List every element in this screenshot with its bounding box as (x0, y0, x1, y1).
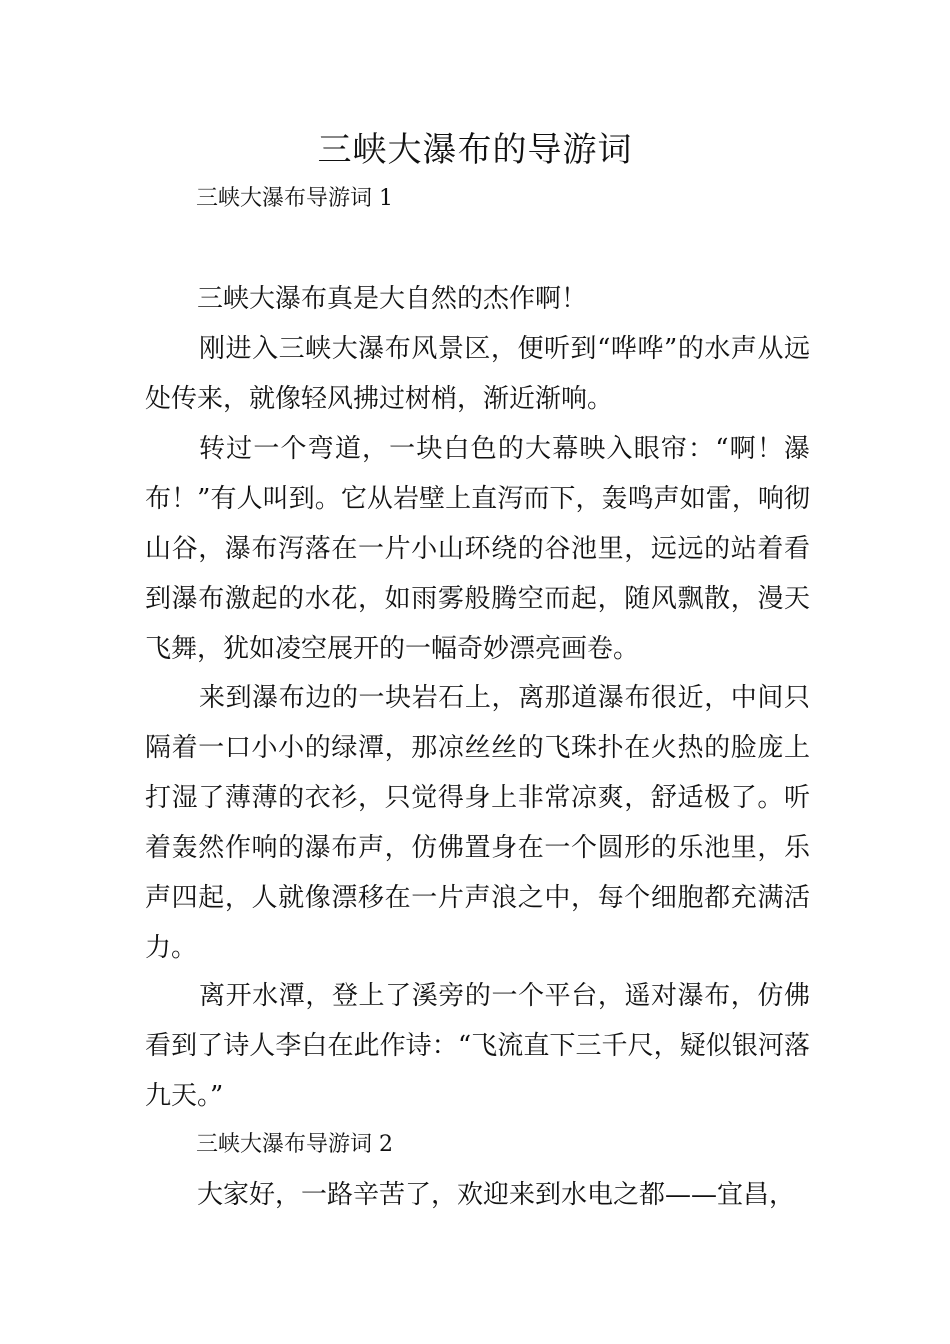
paragraph-intro: 三峡大瀑布真是大自然的杰作啊！ (197, 284, 588, 314)
paragraph-welcome: 大家好，一路辛苦了，欢迎来到水电之都——宜昌， (197, 1180, 796, 1210)
section-heading-1: 三峡大瀑布导游词 1 (196, 186, 393, 211)
paragraph-waterfall-view: 转过一个弯道，一块白色的大幕映入眼帘：“啊！瀑布！”有人叫到。它从岩壁上直泻而下，轰鸣声如雷，响彻山谷，瀑布泻落在一片小山环绕的谷池里，远远的站着看到瀑布激起的水花，如雨雾般腾空而起，随风飘散，漫天飞舞，犹如凌空展开的一幅奇妙漂亮画卷。 (145, 434, 810, 664)
paragraph-rock: 来到瀑布边的一块岩石上，离那道瀑布很近，中间只隔着一口小小的绿潭，那凉丝丝的飞珠扑在火热的脸庞上打湿了薄薄的衣衫，只觉得身上非常凉爽，舒适极了。听着轰然作响的瀑布声，仿佛置身在一个圆形的乐池里，乐声四起，人就像漂移在一片声浪之中，每个细胞都充满活力。 (145, 683, 810, 963)
paragraph-platform: 离开水潭，登上了溪旁的一个平台，遥对瀑布，仿佛看到了诗人李白在此作诗：“飞流直下三千尺，疑似银河落九天。” (145, 981, 810, 1111)
section-heading-2: 三峡大瀑布导游词 2 (196, 1132, 393, 1157)
paragraph-entrance: 刚进入三峡大瀑布风景区，便听到“哗哗”的水声从远处传来，就像轻风拂过树梢，渐近渐响。 (145, 334, 810, 414)
page-title: 三峡大瀑布的导游词 (317, 130, 633, 170)
